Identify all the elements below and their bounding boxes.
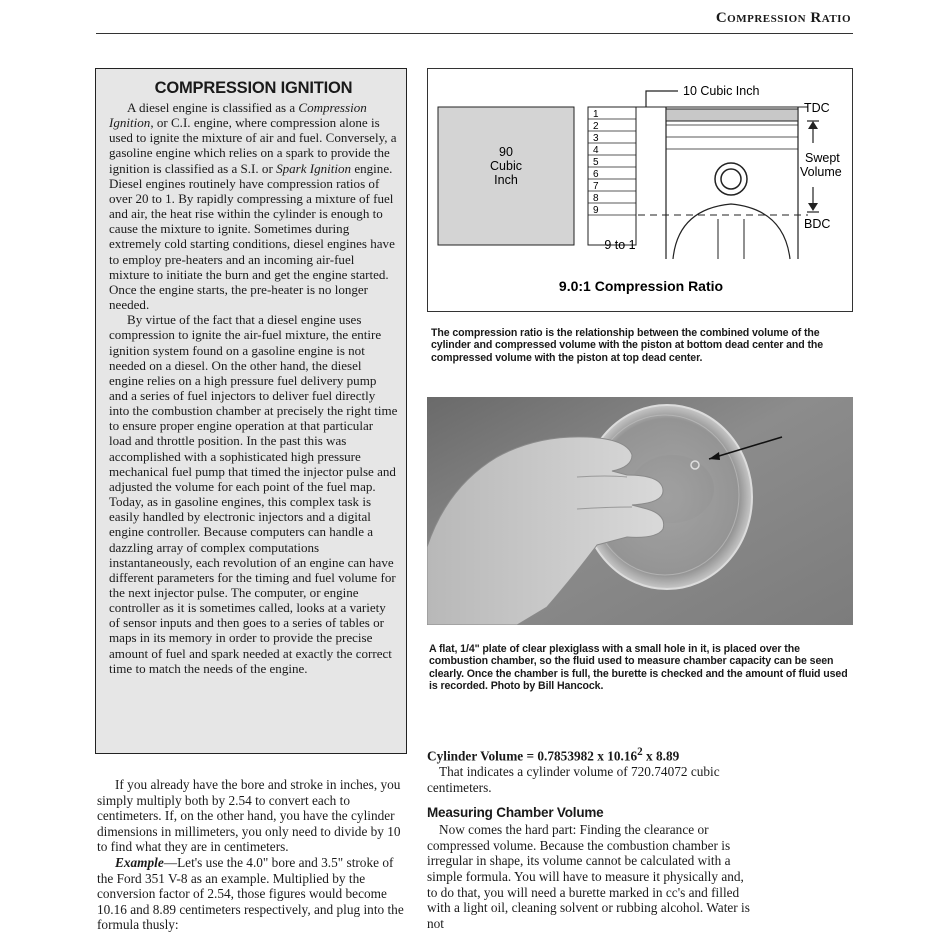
piston-skirt <box>673 204 790 259</box>
ten-cubic-leader <box>646 91 678 107</box>
bdc-label: BDC <box>804 217 831 231</box>
ten-cubic-inch-label: 10 Cubic Inch <box>683 84 760 98</box>
nine-to-one-label: 9 to 1 <box>604 238 636 252</box>
scale-number: 4 <box>593 145 599 156</box>
text: engine. Diesel engines routinely have compression ratios of over 20 to 1. By rapidly compressing a mixture of fuel and air, the heat rise within the cylinder is enough to cause the mixture to ignite. Sometimes during extremely cold starting conditions, diesel engines have to employ pre-heaters and an incoming air-fuel mixture to initiate the burn and get the engine started. Once the engine starts, the pre-heater is no longer needed. <box>109 160 395 313</box>
term: Spark Ignition <box>276 160 352 176</box>
scale-number: 6 <box>593 169 599 180</box>
text: —Let's use the 4.0" bore and 3.5" stroke of the Ford 351 V-8 as an example. Multiplied by the conversion factor of 2.54, those figures would become 10.16 and 8.89 centimeters respectively, and plug into the formula thusly: <box>97 854 404 933</box>
section-heading: Measuring Chamber Volume <box>427 805 604 821</box>
piston-crown <box>666 109 798 121</box>
compression-ratio-diagram <box>427 68 853 312</box>
inch-label: Inch <box>494 173 518 187</box>
diagram-svg <box>428 69 854 313</box>
photo-illustration <box>427 397 853 625</box>
body-paragraph: That indicates a cylinder volume of 720.74072 cubic centimeters. <box>427 764 720 795</box>
scale-number: 1 <box>593 109 599 120</box>
diagram-caption: The compression ratio is the relationship between the combined volume of the cylinder and compressed volume with the piston at bottom dead center and the compressed volume with the piston at top dead center. <box>431 327 824 364</box>
cylinder-volume-formula <box>427 745 757 764</box>
scale-labels <box>593 109 599 216</box>
scale-number: 2 <box>593 121 599 132</box>
plexiglass-photo <box>427 397 853 625</box>
volume-label: Volume <box>800 165 842 179</box>
text: Cylinder Volume = 0.7853982 x 10.16 <box>427 748 638 764</box>
body-paragraph <box>97 855 409 933</box>
term: Compression Ignition <box>109 100 367 131</box>
header-rule <box>96 33 853 34</box>
text: , or C.I. engine, where compression alone is used to ignite the mixture of air and fuel. Conversely, a gasoline engine which relies on a spark to provide the ignition is classified as a S.I. or <box>109 115 397 176</box>
text: A diesel engine is classified as a <box>127 100 299 115</box>
sidebar-paragraph-2: By virtue of the fact that a diesel engine uses compression to ignite the air-fuel mixture, the entire ignition system found on a gasoline engine is not needed on a diesel. On the other hand, the diesel engine relies on a high pressure fuel delivery pump and a series of fuel injectors to deliver fuel directly into the combustion chamber at precisely the right time to ensure proper engine operation at that particular load and throttle position. In the past this was accomplished with a sophisticated high pressure mechanical fuel pump that timed the injector pulse and adjusted the volume for each point of the fuel map. Today, as in gasoline engines, this complex task is easily handled by electronic injectors and a digital engine controller. Because computers can handle a dazzling array of complex computations instantaneously, each revolution of an engine can have different parameters for the timing and fuel volume for the next injector pulse. The computer, or engine controller as it is sometimes called, looks at a variety of sensor inputs and then goes to a series of tables or maps in its memory in order to provide the precise amount of fuel and spark needed at exactly the correct time to match the needs of the engine. <box>109 312 398 676</box>
example-label: Example <box>115 854 164 870</box>
body-paragraph: Now comes the hard part: Finding the clearance or compressed volume. Because the combustion chamber is irregular in shape, its volume cannot be calculated with a simple formula. You will have to measure it physically and, to do that, you will need a burette marked in cc's and filled with a light oil, cleaning solvent or rubbing alcohol. Water is not <box>427 822 750 931</box>
scale-number: 9 <box>593 205 599 216</box>
sidebar-title: COMPRESSION IGNITION <box>154 79 353 97</box>
swept-arrow-head-bottom <box>808 203 818 211</box>
scale-number: 7 <box>593 181 599 192</box>
swept-label: Swept <box>805 151 840 165</box>
running-head: Compression Ratio <box>715 10 851 26</box>
scale-number: 3 <box>593 133 599 144</box>
wrist-pin-inner <box>721 169 741 189</box>
photo-caption: A flat, 1/4" plate of clear plexiglass with a small hole in it, is placed over the combustion chamber, so the fluid used to measure chamber capacity can be seen clearly. Once the chamber is full, the burette is checked and the amount of fluid used is recorded. Photo by Bill Hancock. <box>429 643 848 693</box>
ninety-label: 90 <box>499 145 513 159</box>
right-body-text <box>427 745 757 931</box>
scale-number: 5 <box>593 157 599 168</box>
tdc-label: TDC <box>804 101 830 115</box>
exponent: 2 <box>637 746 643 758</box>
left-body-text <box>97 777 409 933</box>
sidebar-paragraph-1 <box>109 100 398 312</box>
body-paragraph: If you already have the bore and stroke in inches, you simply multiply both by 2.54 to convert each to centimeters. If, on the other hand, you have the cylinder dimensions in millimeters, you only need to divide by 10 to find what they are in centimeters. <box>97 777 401 855</box>
sidebar-box <box>95 68 407 754</box>
text: x 8.89 <box>642 748 680 764</box>
swept-arrow-head-top <box>808 121 818 129</box>
diagram-title: 9.0:1 Compression Ratio <box>558 278 724 294</box>
scale-number: 8 <box>593 193 599 204</box>
cubic-label: Cubic <box>490 159 522 173</box>
